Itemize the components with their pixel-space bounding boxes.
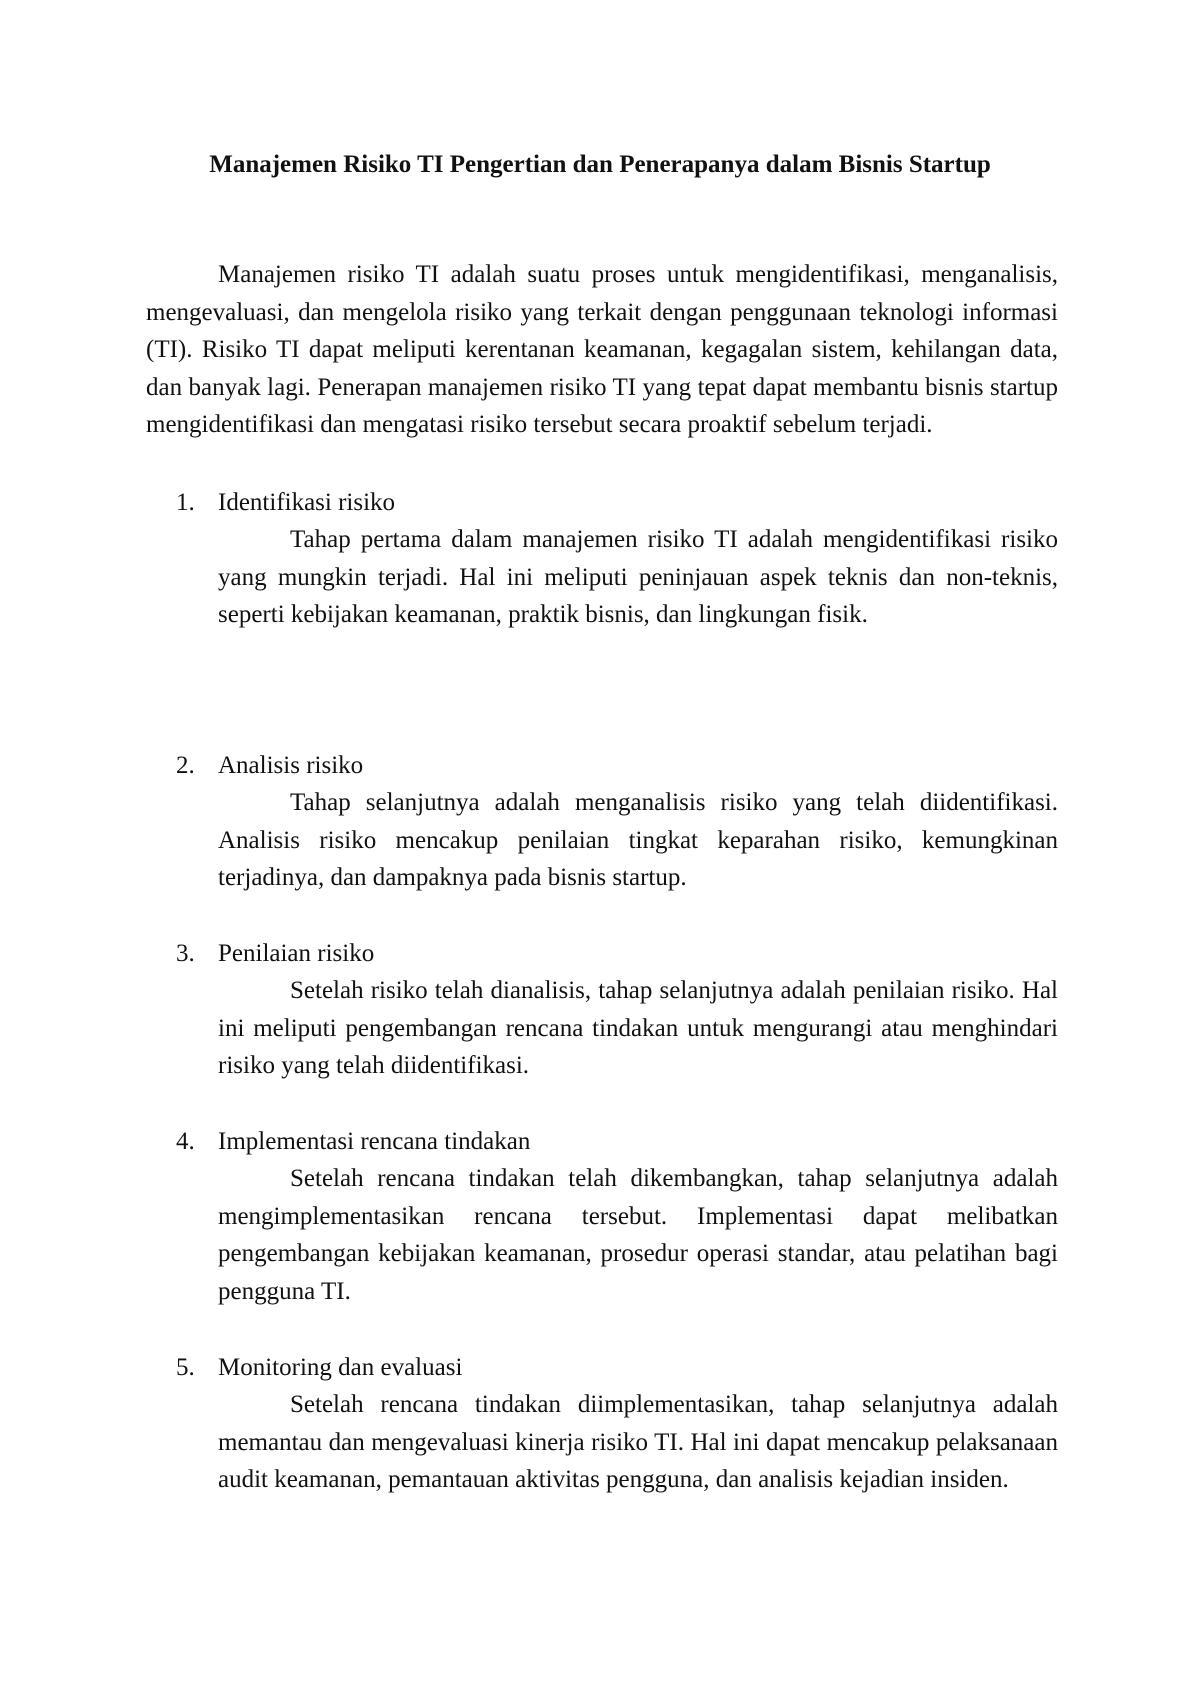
step-heading	[176, 1349, 1058, 1387]
step-body: Setelah rencana tindakan diimplementasikan, tahap selanjutnya adalah memantau dan mengevaluasi kinerja risiko TI. Hal ini dapat mencakup pelaksanaan audit keamanan, pemantauan aktivitas pengguna, dan analisis kejadian insiden.	[218, 1391, 1058, 1493]
step-heading	[176, 484, 1058, 522]
step-body: Setelah rencana tindakan telah dikembangkan, tahap selanjutnya adalah mengimplementasikan rencana tersebut. Implementasi dapat melibatkan pengembangan kebijakan keamanan, prosedur operasi standar, atau pelatihan bagi pengguna TI.	[218, 1165, 1058, 1305]
step-heading	[176, 935, 1058, 973]
step-title: Penilaian risiko	[218, 940, 375, 967]
step-title: Monitoring dan evaluasi	[218, 1354, 463, 1381]
step-number: 5.	[176, 1354, 195, 1381]
step-number: 3.	[176, 940, 195, 967]
step-body: Tahap pertama dalam manajemen risiko TI adalah mengidentifikasi risiko yang mungkin terjadi. Hal ini meliputi peninjauan aspek teknis dan non-teknis, seperti kebijakan keamanan, praktik bisnis, dan lingkungan fisik.	[218, 526, 1058, 628]
step-title: Identifikasi risiko	[218, 489, 396, 516]
step-number: 1.	[176, 489, 195, 516]
step-title: Analisis risiko	[218, 752, 364, 779]
step-number: 2.	[176, 752, 195, 779]
step-heading	[176, 747, 1058, 785]
step-number: 4.	[176, 1128, 195, 1155]
step-heading	[176, 1123, 1058, 1161]
step-body: Tahap selanjutnya adalah menganalisis risiko yang telah diidentifikasi. Analisis risiko mencakup penilaian tingkat keparahan risiko, kemungkinan terjadinya, dan dampaknya pada bisnis startup.	[218, 789, 1058, 891]
intro-paragraph: Manajemen risiko TI adalah suatu proses untuk mengidentifikasi, menganalisis, mengevaluasi, dan mengelola risiko yang terkait dengan penggunaan teknologi informasi (TI). Risiko TI dapat meliputi kerentanan keamanan, kegagalan sistem, kehilangan data, dan banyak lagi. Penerapan manajemen risiko TI yang tepat dapat membantu bisnis startup mengidentifikasi dan mengatasi risiko tersebut secara proaktif sebelum terjadi.	[146, 261, 1058, 438]
step-body: Setelah risiko telah dianalisis, tahap selanjutnya adalah penilaian risiko. Hal ini meliputi pengembangan rencana tindakan untuk mengurangi atau menghindari risiko yang telah diidentifikasi.	[218, 977, 1058, 1079]
step-title: Implementasi rencana tindakan	[218, 1128, 531, 1155]
document-title: Manajemen Risiko TI Pengertian dan Penerapanya dalam Bisnis Startup	[209, 151, 991, 178]
